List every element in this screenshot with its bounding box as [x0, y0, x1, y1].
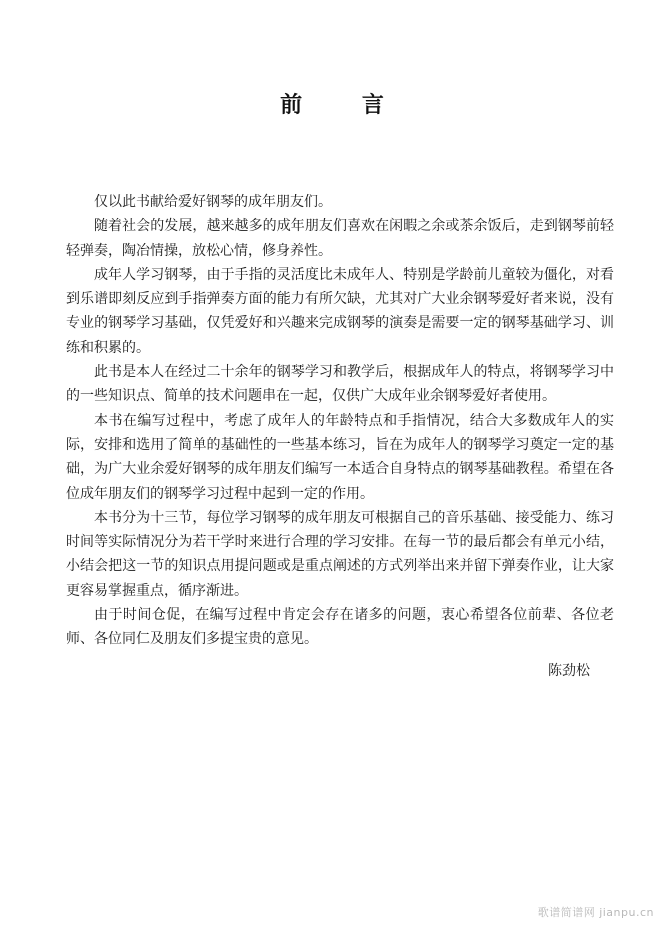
- paragraph: 本书分为十三节，每位学习钢琴的成年朋友可根据自己的音乐基础、接受能力、练习时间等实际情况分为若干学时来进行合理的学习安排。在每一节的最后都会有单元小结，小结会把这一节的知识点用提问题或是重点阐述的方式列举出来并留下弹奏作业，让大家更容易掌握重点，循序渐进。: [66, 509, 614, 599]
- author-signature: 陈劲松: [548, 663, 590, 679]
- paragraph: 仅以此书献给爱好钢琴的成年朋友们。: [94, 194, 332, 210]
- page-title: 前 言: [280, 93, 410, 118]
- paragraph: 由于时间仓促，在编写过程中肯定会存在诸多的问题，衷心希望各位前辈、各位老师、各位同仁及朋友们多提宝贵的意见。: [66, 607, 614, 648]
- paragraph: 此书是本人在经过二十余年的钢琴学习和教学后，根据成年人的特点，将钢琴学习中的一些知识点、简单的技术问题串在一起，仅供广大成年业余钢琴爱好者使用。: [66, 364, 614, 405]
- paragraph: 随着社会的发展，越来越多的成年朋友们喜欢在闲暇之余或茶余饭后，走到钢琴前轻轻弹奏，陶冶情操，放松心情，修身养性。: [66, 218, 614, 259]
- paragraph: 本书在编写过程中，考虑了成年人的年龄特点和手指情况，结合大多数成年人的实际，安排和选用了简单的基础性的一些基本练习，旨在为成年人的钢琴学习奠定一定的基础，为广大业余爱好钢琴的成年朋友们编写一本适合自身特点的钢琴基础教程。希望在各位成年朋友们的钢琴学习过程中起到一定的作用。: [66, 412, 614, 502]
- paragraph: 成年人学习钢琴，由于手指的灵活度比未成年人、特别是学龄前儿童较为僵化，对看到乐谱即刻反应到手指弹奏方面的能力有所欠缺，尤其对广大业余钢琴爱好者来说，没有专业的钢琴学习基础，仅凭爱好和兴趣来完成钢琴的演奏是需要一定的钢琴基础学习、训练和积累的。: [66, 266, 614, 356]
- preface-body: [66, 190, 614, 652]
- site-watermark: 歌谱简谱网 jianpu.cn: [537, 906, 654, 919]
